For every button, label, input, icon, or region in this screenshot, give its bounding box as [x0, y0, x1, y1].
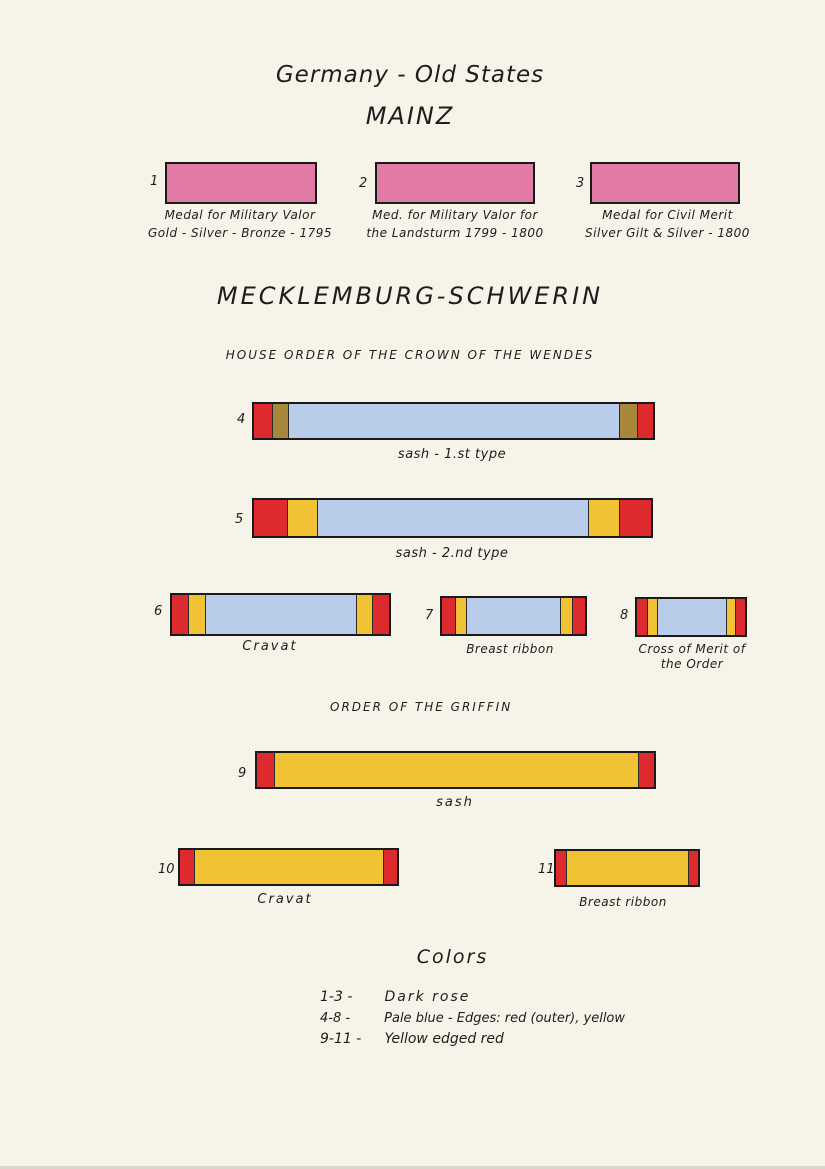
ribbon-7-stripe-left [455, 598, 466, 634]
colors-row-1-key: 1-3 - [320, 989, 353, 1005]
ribbon-10-edge-right [383, 850, 397, 884]
ribbon-1-caption-line2: Gold - Silver - Bronze - 1795 [147, 226, 332, 240]
colors-row-3 [320, 1029, 504, 1050]
colors-row-2-value: Pale blue - Edges: red (outer), yellow [384, 1011, 626, 1026]
ribbon-number-9: 9 [238, 766, 247, 781]
ribbon-8-stripe-right [726, 599, 735, 635]
ribbon-5-edge-right [619, 500, 651, 536]
ribbon-8-caption-line2: the Order [660, 657, 724, 671]
subsection-wendes-heading: HOUSE ORDER OF THE CROWN OF THE WENDES [225, 348, 595, 362]
ribbon-8-edge-right [735, 599, 745, 635]
ribbon-6-stripe-right [356, 595, 372, 634]
ribbon-4 [252, 402, 655, 440]
ribbon-10-edge-left [180, 850, 194, 884]
ribbon-11-field [566, 851, 688, 885]
colors-heading: Colors [416, 946, 489, 968]
ribbon-5-stripe-left [287, 500, 317, 536]
ribbon-4-edge-left [254, 404, 272, 438]
ribbon-7 [440, 596, 587, 636]
ribbon-number-2: 2 [359, 176, 368, 191]
ribbon-1 [165, 162, 317, 204]
ribbon-6-edge-right [372, 595, 389, 634]
ribbon-9-edge-right [638, 753, 654, 787]
ribbon-11-caption: Breast ribbon [579, 895, 667, 909]
ribbon-number-4: 4 [237, 412, 246, 427]
ribbon-7-caption: Breast ribbon [466, 642, 554, 656]
ribbon-6-caption: Cravat [242, 639, 298, 654]
ribbon-4-edge-right [637, 404, 653, 438]
ribbon-8-edge-left [637, 599, 647, 635]
ribbon-6 [170, 593, 391, 636]
ribbon-5 [252, 498, 653, 538]
section-title-mainz: MAINZ [365, 102, 455, 130]
ribbon-5-edge-left [254, 500, 287, 536]
colors-row-1-value: Dark rose [384, 989, 471, 1005]
ribbon-3-caption-line2: Silver Gilt & Silver - 1800 [585, 226, 750, 240]
ribbon-8-caption-line1: Cross of Merit of [638, 642, 746, 656]
ribbon-10-caption: Cravat [257, 892, 313, 907]
ribbon-number-11: 11 [538, 862, 555, 877]
ribbon-9-caption: sash [436, 795, 474, 810]
colors-row-2 [320, 1008, 625, 1029]
ribbon-4-gold-right [619, 404, 637, 438]
ribbon-5-stripe-right [588, 500, 619, 536]
colors-row-2-key: 4-8 - [320, 1011, 351, 1026]
ribbon-1-field [167, 164, 315, 202]
ribbon-10 [178, 848, 399, 886]
ribbon-8 [635, 597, 747, 637]
ribbon-number-5: 5 [235, 512, 244, 527]
ribbon-4-field [288, 404, 619, 438]
colors-row-3-value: Yellow edged red [384, 1031, 504, 1047]
ribbon-number-10: 10 [158, 862, 175, 877]
ribbon-8-field [657, 599, 726, 635]
ribbon-4-caption: sash - 1.st type [397, 447, 507, 462]
ribbon-6-edge-left [172, 595, 188, 634]
ribbon-9-field [274, 753, 638, 787]
ribbon-number-3: 3 [576, 176, 585, 191]
ribbon-5-caption: sash - 2.nd type [395, 546, 509, 561]
ribbon-2 [375, 162, 535, 204]
ribbon-2-field [377, 164, 533, 202]
ribbon-11 [554, 849, 700, 887]
ribbon-number-7: 7 [425, 608, 434, 623]
page-title: Germany - Old States [275, 62, 545, 88]
section-title-mecklemburg: MECKLEMBURG-SCHWERIN [216, 282, 604, 310]
subsection-griffin-heading: ORDER OF THE GRIFFIN [330, 700, 513, 714]
ribbon-8-stripe-left [647, 599, 657, 635]
ribbon-number-1: 1 [150, 174, 159, 189]
ribbon-6-stripe-left [188, 595, 205, 634]
ribbon-1-caption-line1: Medal for Military Valor [164, 208, 316, 222]
ribbon-4-gold-left [272, 404, 288, 438]
ribbon-number-6: 6 [154, 604, 163, 619]
ribbon-7-field [466, 598, 560, 634]
ribbon-11-edge-right [688, 851, 698, 885]
ribbon-2-caption-line2: the Landsturm 1799 - 1800 [366, 226, 544, 240]
ribbon-10-field [194, 850, 383, 884]
ribbon-number-8: 8 [620, 608, 629, 623]
ribbon-7-stripe-right [560, 598, 572, 634]
colors-row-1 [320, 987, 470, 1008]
ribbon-5-field [317, 500, 588, 536]
ribbon-6-field [205, 595, 356, 634]
ribbon-3-caption-line1: Medal for Civil Merit [602, 208, 733, 222]
ribbon-3-field [592, 164, 738, 202]
ribbon-2-caption-line1: Med. for Military Valor for [372, 208, 538, 222]
ribbon-11-edge-left [556, 851, 566, 885]
colors-row-3-key: 9-11 - [320, 1031, 362, 1047]
ribbon-9-edge-left [257, 753, 274, 787]
ribbon-3 [590, 162, 740, 204]
ribbon-9 [255, 751, 656, 789]
ribbon-7-edge-right [572, 598, 585, 634]
ribbon-7-edge-left [442, 598, 455, 634]
